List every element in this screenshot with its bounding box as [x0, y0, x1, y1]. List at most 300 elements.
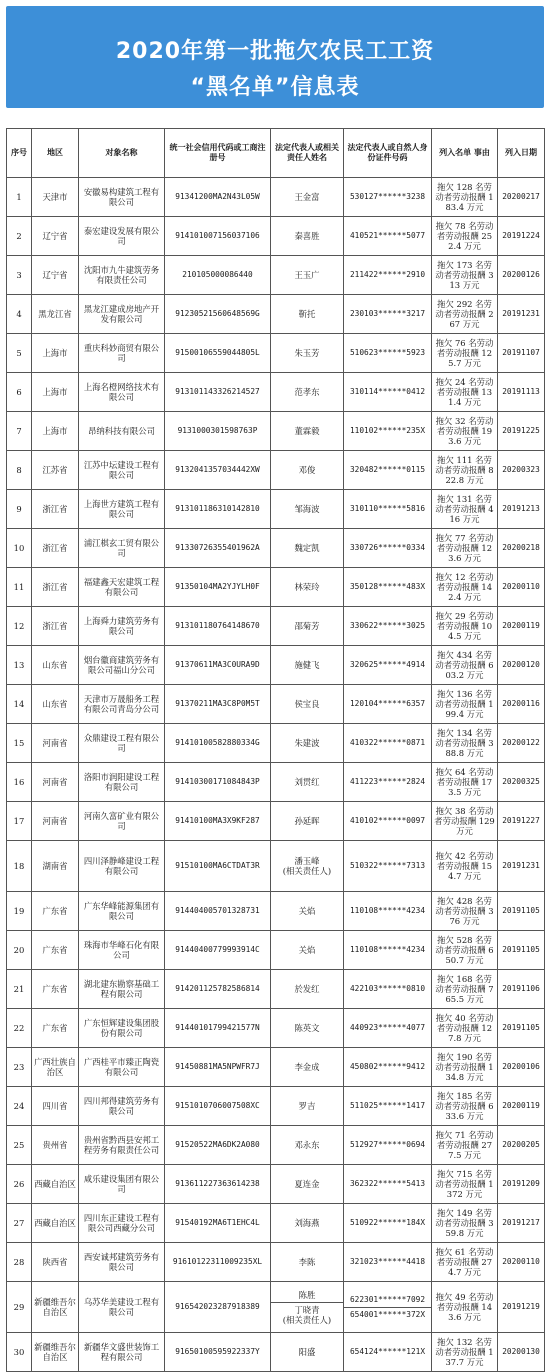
cell-date-text: 20200205	[502, 1140, 540, 1149]
cell-name-text: 上海舜力建筑劳务有限公司	[83, 616, 160, 636]
cell-region-text: 上海市	[42, 387, 68, 397]
cell-reason	[432, 529, 498, 568]
cell-region	[32, 178, 79, 217]
cell-name-text: 烟台徽商建筑劳务有限公司福山分公司	[83, 655, 160, 675]
cell-date	[498, 373, 545, 412]
cell-reason-text: 拖欠 32 名劳动者劳动报酬 193.6 万元	[435, 416, 494, 446]
cell-id	[344, 1333, 432, 1372]
cell-name	[79, 529, 165, 568]
cell-name	[79, 685, 165, 724]
cell-legal-text: 朱建波	[294, 738, 320, 748]
cell-legal	[271, 685, 344, 724]
cell-date-text: 20191113	[502, 387, 540, 396]
cell-region-text: 新疆维吾尔自治区	[34, 1342, 76, 1362]
cell-reason	[432, 178, 498, 217]
cell-legal	[271, 802, 344, 841]
cell-id-text: 450802******9412	[349, 1062, 426, 1071]
cell-id	[344, 1165, 432, 1204]
cell-region	[32, 1282, 79, 1333]
cell-id-text: 622301******7092	[349, 1294, 426, 1304]
cell-name	[79, 1126, 165, 1165]
cell-name	[79, 1282, 165, 1333]
cell-date-text: 20200126	[502, 270, 540, 279]
cell-reason	[432, 334, 498, 373]
cell-code-text: 91410100582880334G	[175, 738, 260, 747]
cell-reason	[432, 646, 498, 685]
cell-region	[32, 334, 79, 373]
cell-region-text: 上海市	[42, 426, 68, 436]
cell-date-text: 20200217	[502, 192, 540, 201]
cell-code	[165, 1333, 271, 1372]
cell-region	[32, 970, 79, 1009]
cell-legal-text: 李金成	[294, 1062, 320, 1072]
cell-seq	[7, 295, 32, 334]
cell-legal-text: 陈胜	[298, 1289, 316, 1300]
cell-seq-text: 20	[13, 945, 25, 955]
cell-seq	[7, 412, 32, 451]
title-line-2: “黑名单”信息表	[190, 75, 360, 100]
cell-code-text: 91610122311009235XL	[172, 1257, 263, 1266]
cell-seq-text: 29	[13, 1302, 25, 1312]
cell-date-text: 20200122	[502, 738, 540, 747]
cell-date	[498, 490, 545, 529]
cell-seq-text: 3	[16, 270, 22, 280]
header-region: 地区	[32, 129, 79, 178]
cell-id-text: 350128******483X	[349, 582, 426, 591]
cell-seq-text: 12	[13, 621, 25, 631]
cell-reason	[432, 892, 498, 931]
cell-date-text: 20191105	[502, 906, 540, 915]
cell-seq	[7, 841, 32, 892]
cell-name-text: 珠海市华峰石化有限公司	[83, 940, 160, 960]
cell-reason	[432, 412, 498, 451]
cell-region-text: 浙江省	[42, 543, 68, 553]
cell-legal	[271, 892, 344, 931]
cell-code-text: 91410100MA3X9KF287	[175, 816, 260, 825]
cell-region	[32, 451, 79, 490]
cell-code	[165, 685, 271, 724]
cell-seq-text: 16	[13, 777, 25, 787]
cell-legal-text: 林荣玲	[294, 582, 320, 592]
cell-id	[344, 373, 432, 412]
cell-seq-text: 27	[13, 1218, 25, 1228]
cell-name-text: 四川东正建设工程有限公司西藏分公司	[83, 1213, 160, 1233]
cell-id	[344, 1048, 432, 1087]
cell-id-text: 510922******184X	[349, 1218, 426, 1227]
cell-name-text: 西安诚邦建筑劳务有限公司	[83, 1252, 160, 1272]
cell-legal-text: 靳托	[298, 309, 316, 319]
cell-date-text: 20191231	[502, 309, 540, 318]
table-row	[7, 1009, 545, 1048]
cell-legal	[271, 295, 344, 334]
cell-date-text: 20191106	[502, 984, 540, 993]
cell-code	[165, 217, 271, 256]
cell-id-text: 440923******4077	[349, 1023, 426, 1032]
cell-id	[344, 763, 432, 802]
cell-region	[32, 1243, 79, 1282]
cell-code	[165, 490, 271, 529]
cell-legal-text: 魏定凯	[294, 543, 320, 553]
cell-seq	[7, 1282, 32, 1333]
table-row	[7, 931, 545, 970]
cell-region	[32, 568, 79, 607]
cell-code-text: 916542023287918389	[175, 1302, 260, 1311]
cell-name-text: 广西桂平市臻正陶瓷有限公司	[83, 1057, 160, 1077]
cell-seq-text: 23	[13, 1062, 25, 1072]
cell-date-text: 20200323	[502, 465, 540, 474]
cell-id-text: 512927******0694	[349, 1140, 426, 1149]
cell-region-text: 广东省	[42, 984, 68, 994]
cell-name-text: 上海世方建筑工程有限公司	[83, 499, 160, 519]
cell-id	[344, 1204, 432, 1243]
cell-reason	[432, 568, 498, 607]
cell-region	[32, 607, 79, 646]
cell-region-text: 西藏自治区	[34, 1218, 76, 1228]
cell-reason-text: 拖欠 111 名劳动者劳动报酬 822.8 万元	[435, 455, 494, 485]
cell-id	[344, 178, 432, 217]
cell-name	[79, 373, 165, 412]
cell-name	[79, 178, 165, 217]
cell-region-text: 广西壮族自治区	[34, 1057, 76, 1077]
title-banner	[6, 6, 544, 108]
cell-code-text: 91310114332621452​7	[175, 387, 260, 396]
cell-code-text: 914404007799939​14C	[175, 945, 260, 954]
header-reason: 列入名单 事由	[432, 129, 498, 178]
cell-code-text: 91650100595922337Y	[175, 1347, 260, 1356]
cell-id-text: 110108******4234	[349, 906, 426, 915]
table-row	[7, 412, 545, 451]
cell-region	[32, 763, 79, 802]
cell-id	[344, 1087, 432, 1126]
cell-region-text: 黑龙江省	[38, 309, 72, 319]
cell-seq	[7, 931, 32, 970]
cell-id	[344, 412, 432, 451]
cell-name-text: 众鼎建设工程有限公司	[83, 733, 160, 753]
cell-reason-text: 拖欠 24 名劳动者劳动报酬 131.4 万元	[435, 377, 494, 407]
cell-region	[32, 724, 79, 763]
cell-id	[344, 1282, 432, 1333]
cell-date-text: 20191105	[502, 1023, 540, 1032]
table-row	[7, 334, 545, 373]
cell-reason-text: 拖欠 76 名劳动者劳动报酬 125.7 万元	[435, 338, 494, 368]
cell-code-text: 91450881MA5NPWFR7J	[175, 1062, 260, 1071]
cell-legal	[271, 412, 344, 451]
cell-name	[79, 646, 165, 685]
cell-id	[344, 607, 432, 646]
cell-seq	[7, 1165, 32, 1204]
cell-region-text: 上海市	[42, 348, 68, 358]
cell-name-text: 天津市万晟船务工程有限公司青岛分公司	[83, 694, 160, 714]
cell-region	[32, 373, 79, 412]
cell-date-text: 20200110	[502, 582, 540, 591]
cell-name	[79, 763, 165, 802]
cell-code	[165, 568, 271, 607]
cell-region	[32, 802, 79, 841]
cell-legal	[271, 529, 344, 568]
cell-legal-text: 董霖毅	[294, 426, 320, 436]
cell-id-text: 410322******0871	[349, 738, 426, 747]
cell-seq-text: 8	[16, 465, 22, 475]
cell-date	[498, 178, 545, 217]
cell-reason-text: 拖欠 528 名劳动者劳动报酬 650.7 万元	[435, 935, 494, 965]
cell-id	[344, 724, 432, 763]
cell-seq-text: 2	[16, 231, 22, 241]
cell-code-text: 91410300171084843P	[175, 777, 260, 786]
cell-legal	[271, 568, 344, 607]
table-row	[7, 892, 545, 931]
cell-region-text: 浙江省	[42, 504, 68, 514]
cell-date-text: 20200130	[502, 1347, 540, 1356]
cell-seq	[7, 451, 32, 490]
cell-date	[498, 685, 545, 724]
cell-legal	[271, 1009, 344, 1048]
cell-seq	[7, 1087, 32, 1126]
cell-seq	[7, 256, 32, 295]
cell-reason-text: 拖欠 78 名劳动者劳动报酬 252.4 万元	[435, 221, 494, 251]
cell-date-text: 20200116	[502, 699, 540, 708]
table-row	[7, 217, 545, 256]
cell-region	[32, 529, 79, 568]
header-name: 对象名称	[79, 129, 165, 178]
cell-date	[498, 1165, 545, 1204]
cell-id	[344, 256, 432, 295]
cell-seq	[7, 802, 32, 841]
cell-id-text: 320482******0115	[349, 465, 426, 474]
cell-seq	[7, 685, 32, 724]
cell-date	[498, 451, 545, 490]
cell-name-text: 四川邦得建筑劳务有限公司	[83, 1096, 160, 1116]
cell-code	[165, 841, 271, 892]
cell-seq-text: 18	[13, 861, 25, 871]
cell-reason-text: 拖欠 61 名劳动者劳动报酬 274.7 万元	[435, 1247, 494, 1277]
cell-seq-text: 15	[13, 738, 25, 748]
cell-id	[344, 568, 432, 607]
cell-legal	[271, 1333, 344, 1372]
cell-name-text: 洛阳市润阳建设工程有限公司	[83, 772, 160, 792]
cell-legal-text: 侯宝良	[294, 699, 320, 709]
cell-name	[79, 1087, 165, 1126]
cell-region-text: 陕西省	[42, 1257, 68, 1267]
cell-code	[165, 931, 271, 970]
cell-id-text: 510322******7313	[349, 861, 426, 870]
cell-code	[165, 373, 271, 412]
cell-seq-text: 14	[13, 699, 25, 709]
cell-legal	[271, 970, 344, 1009]
cell-id	[344, 529, 432, 568]
cell-legal	[271, 334, 344, 373]
cell-date-text: 20200106	[502, 1062, 540, 1071]
cell-name	[79, 334, 165, 373]
cell-legal-secondary: 丁晓青	[271, 1302, 343, 1315]
cell-reason-text: 拖欠 292 名劳动者劳动报酬 267 万元	[435, 299, 494, 329]
table-row	[7, 1204, 545, 1243]
cell-reason-text: 拖欠 12 名劳动者劳动报酬 142.4 万元	[435, 572, 494, 602]
cell-date	[498, 568, 545, 607]
cell-reason	[432, 970, 498, 1009]
cell-legal	[271, 217, 344, 256]
cell-name	[79, 451, 165, 490]
cell-seq-text: 9	[16, 504, 22, 514]
cell-date-text: 20200119	[502, 1101, 540, 1110]
cell-region-text: 四川省	[42, 1101, 68, 1111]
cell-seq	[7, 1333, 32, 1372]
cell-name-text: 安徽易构建筑工程有限公司	[83, 187, 160, 207]
cell-region-text: 新疆维吾尔自治区	[34, 1297, 76, 1317]
table-row	[7, 1282, 545, 1333]
cell-seq	[7, 568, 32, 607]
cell-reason-text: 拖欠 128 名劳动者劳动报酬 183.4 万元	[435, 182, 494, 212]
cell-reason	[432, 1126, 498, 1165]
cell-id	[344, 931, 432, 970]
cell-id	[344, 802, 432, 841]
cell-legal-text: 夏连金	[294, 1179, 320, 1189]
cell-region-text: 广东省	[42, 906, 68, 916]
cell-id-text: 410521******5077	[349, 231, 426, 240]
cell-seq-text: 22	[13, 1023, 25, 1033]
cell-code-text: 91500106559044805L	[175, 348, 260, 357]
cell-legal-text: 施健飞	[294, 660, 320, 670]
cell-seq-text: 4	[16, 309, 22, 319]
cell-id-text: 530127******3238	[349, 192, 426, 201]
cell-id-text: 310114******0412	[349, 387, 426, 396]
cell-reason	[432, 256, 498, 295]
cell-seq	[7, 892, 32, 931]
cell-reason-text: 拖欠 71 名劳动者劳动报酬 277.5 万元	[435, 1130, 494, 1160]
cell-id-text: 511025******1417	[349, 1101, 426, 1110]
cell-date	[498, 1333, 545, 1372]
table-header-row	[7, 129, 545, 178]
cell-reason	[432, 1009, 498, 1048]
table-row	[7, 1165, 545, 1204]
cell-name	[79, 568, 165, 607]
cell-date-text: 20191107	[502, 348, 540, 357]
table-row	[7, 763, 545, 802]
cell-seq	[7, 1048, 32, 1087]
cell-date	[498, 607, 545, 646]
cell-code	[165, 1165, 271, 1204]
cell-id-text: 320625******4914	[349, 660, 426, 669]
cell-reason-text: 拖欠 136 名劳动者劳动报酬 199.4 万元	[435, 689, 494, 719]
cell-date	[498, 802, 545, 841]
cell-legal	[271, 646, 344, 685]
cell-region	[32, 1048, 79, 1087]
cell-code	[165, 970, 271, 1009]
cell-date	[498, 1009, 545, 1048]
cell-seq-text: 6	[16, 387, 22, 397]
cell-region-text: 广东省	[42, 1023, 68, 1033]
cell-name-text: 浦江棋玄工贸有限公司	[83, 538, 160, 558]
table-row	[7, 1243, 545, 1282]
cell-region-text: 浙江省	[42, 582, 68, 592]
cell-code-text: 91540192MA6T1EHC4L	[175, 1218, 260, 1227]
cell-date-text: 20191225	[502, 426, 540, 435]
header-seq: 序号	[7, 129, 32, 178]
cell-seq	[7, 490, 32, 529]
cell-region-text: 山东省	[42, 699, 68, 709]
cell-legal-text: 范孝东	[294, 387, 320, 397]
cell-name-text: 河南久富矿业有限公司	[83, 811, 160, 831]
cell-name-text: 上海名橙网络技术有限公司	[83, 382, 160, 402]
cell-region-text: 西藏自治区	[34, 1179, 76, 1189]
cell-code-text: 91320413570344​42XW	[175, 465, 260, 474]
cell-reason-text: 拖欠 149 名劳动者劳动报酬 359.8 万元	[435, 1208, 494, 1238]
cell-reason-text: 拖欠 42 名劳动者劳动报酬 154.7 万元	[435, 851, 494, 881]
cell-name-text: 广东华峰能源集团有限公司	[83, 901, 160, 921]
cell-name	[79, 1243, 165, 1282]
header-code: 统一社会信用代码或工商注册号	[165, 129, 271, 178]
cell-legal-text: 王玉广	[294, 270, 320, 280]
cell-id-text: 330622******3025	[349, 621, 426, 630]
cell-code-text: 913101186310142810	[175, 504, 260, 513]
cell-name	[79, 724, 165, 763]
cell-code	[165, 646, 271, 685]
cell-reason	[432, 931, 498, 970]
cell-reason	[432, 607, 498, 646]
cell-name	[79, 1333, 165, 1372]
cell-name-text: 贵州省黔西县安邦工程劳务有限责任公司	[83, 1135, 160, 1155]
cell-name	[79, 490, 165, 529]
cell-date	[498, 931, 545, 970]
cell-code-text: 210105000086440	[182, 270, 253, 279]
cell-code-text: 914101007156037106	[175, 231, 260, 240]
cell-region-text: 辽宁省	[42, 231, 68, 241]
cell-legal	[271, 607, 344, 646]
cell-legal	[271, 724, 344, 763]
cell-id-text: 211422******2910	[349, 270, 426, 279]
cell-reason-text: 拖欠 64 名劳动者劳动报酬 173.5 万元	[435, 767, 494, 797]
cell-reason-text: 拖欠 40 名劳动者劳动报酬 127.8 万元	[435, 1013, 494, 1043]
cell-legal-role: (相关责任人)	[282, 1314, 332, 1325]
cell-name	[79, 841, 165, 892]
cell-code	[165, 607, 271, 646]
cell-date	[498, 724, 545, 763]
cell-reason-text: 拖欠 428 名劳动者劳动报酬 376 万元	[435, 896, 494, 926]
cell-legal-text: 邵菊芳	[294, 621, 320, 631]
table-row	[7, 1087, 545, 1126]
cell-region	[32, 1009, 79, 1048]
cell-legal-text: 孙延晖	[294, 816, 320, 826]
cell-name-text: 昂纳科技有限公司	[88, 426, 155, 436]
cell-code-text: 91370611MA3C0URA9D	[175, 660, 260, 669]
cell-date	[498, 529, 545, 568]
cell-id-secondary: 654001******372X	[344, 1307, 431, 1320]
cell-seq-text: 10	[13, 543, 25, 553]
cell-code-text: 914201125782586814	[175, 984, 260, 993]
cell-reason	[432, 295, 498, 334]
cell-reason	[432, 1282, 498, 1333]
cell-seq	[7, 1204, 32, 1243]
cell-name	[79, 295, 165, 334]
cell-id-text: 654124******121X	[349, 1347, 426, 1356]
cell-id-text: 422103******0810	[349, 984, 426, 993]
table-row	[7, 685, 545, 724]
cell-reason-text: 拖欠 49 名劳动者劳动报酬 143.6 万元	[435, 1292, 494, 1322]
cell-name	[79, 970, 165, 1009]
cell-name	[79, 1165, 165, 1204]
cell-name-text: 泰宏建设发展有限公司	[83, 226, 160, 246]
cell-name-text: 广东恒辉建设集团股份有限公司	[83, 1018, 160, 1038]
cell-name	[79, 607, 165, 646]
title-line-1: 2020年第一批拖欠农民工工资	[115, 39, 435, 64]
cell-region	[32, 1333, 79, 1372]
cell-date	[498, 295, 545, 334]
cell-seq	[7, 1009, 32, 1048]
cell-legal-text: 秦喜胜	[294, 231, 320, 241]
cell-name	[79, 892, 165, 931]
cell-code-text: 91520522MA6DK2A080	[175, 1140, 260, 1149]
cell-name-text: 乌苏华美建设工程有限公司	[83, 1297, 160, 1317]
cell-legal-text: 於发红	[294, 984, 320, 994]
